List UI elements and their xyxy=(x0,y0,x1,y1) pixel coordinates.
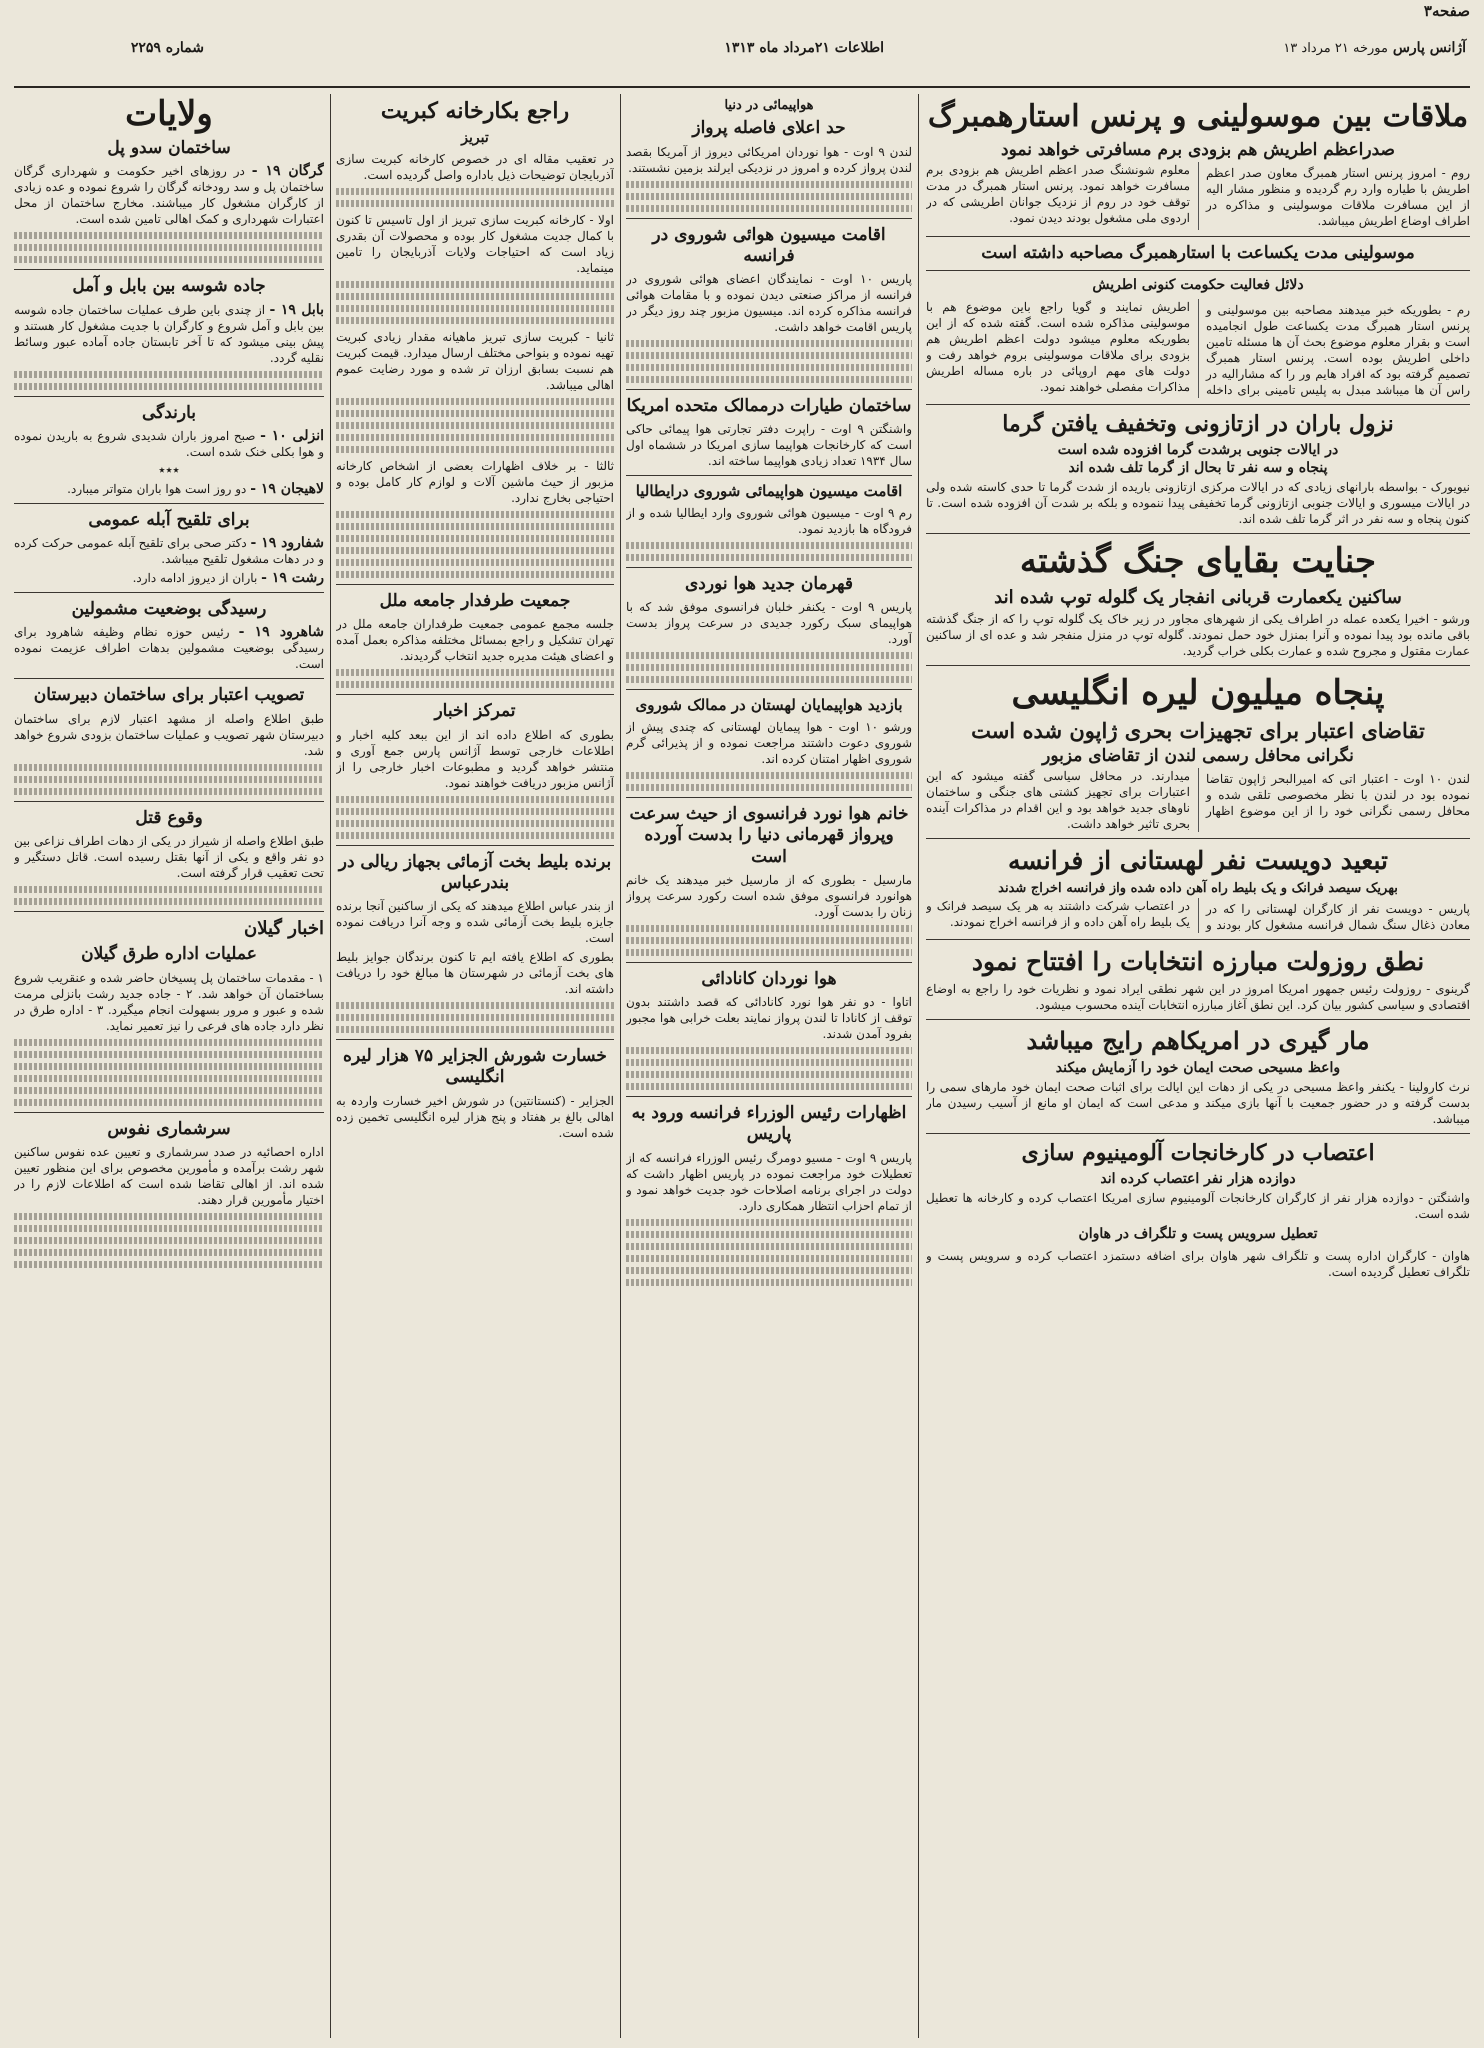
article-text: نرث کارولینا - یکنفر واعظ مسیحی در یکی از دهات این ایالت برای اثبات صحت ایمان خود مارهای سمی را بدست گرفته و در حضور جمعیت با آنها بازی میکند و مدعی است که ایمان او مانع از آسیب رسیدن مار میباشد. xyxy=(926,1079,1470,1126)
subhead-austria: صدراعظم اطریش هم بزودی برم مسافرتی خواهد نمود xyxy=(1001,139,1395,160)
article-text xyxy=(14,163,324,227)
dateline-shafarud: شفارود ۱۹ - xyxy=(250,535,324,551)
article-text: رئیس حوزه نظام وظیفه شاهرود برای رسیدگی بوضعیت مشمولین بدهات اطراف عزیمت نموده است. xyxy=(14,625,324,672)
article-text: طبق اطلاع واصله از مشهد اعتبار لازم برای ساختمان دبیرستان شهر تصویب و عملیات ساختمان بزودی شروع خواهد شد. xyxy=(14,711,324,758)
headline-roosevelt: نطق روزولت مبارزه انتخابات را افتتاح نمود xyxy=(971,946,1425,976)
column-domestic xyxy=(336,94,614,2040)
subhead-expel: بهریک سیصد فرانک و یک بلیط راه آهن داده شده واز فرانسه اخراج شدند xyxy=(998,880,1398,896)
article-text xyxy=(14,302,324,366)
article-text: روم - امروز پرنس استار همبرگ معاون صدر اعظم اطریش با طیاره وارد رم گردیده و منظور مشار الیه از این مسافرت ملاقات موسولینی و مذاکره در اطراف اوضاع اطریش میباشد. xyxy=(1206,165,1470,228)
article-text: در روزهای اخیر حکومت و شهرداری گرگان ساختمان پل و سد رودخانه گرگان را شروع نموده و عده زیادی از کارگران مشغول کار میباشند. مخارج ساختمان از محل اعتبارات شهرداری و کمک اهالی تامین شده است. xyxy=(14,164,324,227)
article-text: الجزایر - (کنستانتین) در شورش اخیر خسارت واردہ به اهالی بالغ بر هفتاد و پنج هزار لیره انگلیسی تخمین زده شده است. xyxy=(336,1093,614,1140)
headline-canadian-aviators: هوا نوردان کانادائی xyxy=(701,968,837,989)
article-text: گرینوی - روزولت رئیس جمهور امریکا امروز در این شهر نطقی ایراد نمود و نظریات خود را راجع به اوضاع اقتصادی و سیاسی کشور بیان کرد. این نطق آغاز مبارزه انتخابات آینده محسوب میشود. xyxy=(926,981,1470,1012)
column-rule xyxy=(620,94,621,2038)
headline-dam-bridge: ساختمان سدو پل xyxy=(107,138,231,158)
dateline-babol: بابل ۱۹ - xyxy=(269,301,324,318)
headline-league-society: جمعیت طرفدار جامعه ملل xyxy=(379,591,571,611)
dateline-shahrud: شاهرود ۱۹ - xyxy=(238,624,324,641)
headline-new-champion: قهرمان جدید هوا نوردی xyxy=(684,574,854,594)
article-text: پاریس ۱۰ اوت - نمایندگان اعضای هوائی شوروی در فرانسه از مراکز صنعتی دیدن نموده و با مقامات هوائی فرانسه مذاکره کرده اند. میسیون مزبور چند روز دیگر در پاریس اقامت خواهد داشت. xyxy=(626,272,912,334)
column-provinces xyxy=(14,94,324,2040)
article-text: پاریس ۹ اوت - یکنفر خلبان فرانسوی موفق شد که با هواپیمای سبک رکورد جدیدی در سرعت پرواز بدست آورد. xyxy=(626,600,912,647)
subhead-rain-2: پنجاه و سه نفر تا بحال از گرما تلف شده اند xyxy=(1068,460,1328,477)
article-text xyxy=(14,624,324,672)
agency-date: مورخه ۲۱ مرداد ۱۳ xyxy=(1283,41,1388,56)
article-text: صبح امروز باران شدیدی شروع به باریدن نموده و هوا بکلی خنک شده است. xyxy=(14,428,324,459)
article-text: لندن ۹ اوت - هوا نوردان امریکائی دیروز از آمریکا بقصد لندن پرواز کرده و امروز در نزدیکی ایرلند بزمین نشستند. xyxy=(626,144,912,175)
article-text xyxy=(14,535,324,567)
article-text: طبق اطلاع واصله از شیراز در یکی از دهات اطراف نزاعی بین دو نفر واقع و یکی از آنها بقتل رسیده است. قاتل دستگیر و تحت تعقیب قرار گرفته است. xyxy=(14,833,324,880)
headline-french-aviatrix: خانم هوا نورد فرانسوی از حیث سرعت وپرواز قهرمانی دنیا را بدست آورده است xyxy=(629,804,909,867)
article-text: اتاوا - دو نفر هوا نورد کانادائی که قصد داشتند بدون توقف از کانادا تا لندن پرواز نمایند بعلت خرابی هوا مجبور بفرود آمدن شدند. xyxy=(626,995,912,1041)
headline-lottery-winner: برنده بلیط بخت آزمائی بجهاز ریالی در بندرعباس xyxy=(338,851,612,893)
subhead-japan: تقاضای اعتبار برای تجهیزات بحری ژاپون شده است xyxy=(971,718,1425,744)
agency-name: آژانس پارس xyxy=(1392,40,1466,56)
headline-algeria-riot: خسارت شورش الجزایر ۷۵ هزار لیره انگلیسی xyxy=(343,1046,607,1088)
issue-number: شماره ۲۲۵۹ xyxy=(130,40,204,56)
news-agency xyxy=(1283,40,1466,56)
separator-stars: ٭٭٭ xyxy=(158,462,180,478)
headline-war-remnants: جنایت بقایای جنگ گذشته xyxy=(1019,541,1377,582)
article-text: بطوری که اطلاع یافته ایم تا کنون برندگان جوایز بلیط های بخت آزمائی در شهرستان ها مبالغ خود را دریافت داشته اند. xyxy=(336,950,614,996)
headline-census: سرشماری نفوس xyxy=(107,1118,231,1139)
headline-rainfall: بارندگی xyxy=(141,402,197,423)
article-text: بطوری که اطلاع داده اند از این ببعد کلیه اخبار و اطلاعات خارجی توسط آژانس پارس جمع آوری و منتشر خواهد گردید و مطبوعات اخبار خارجی را از آژانس مزبور دریافت خواهند نمود. xyxy=(336,727,614,790)
subhead-london: نگرانی محافل رسمی لندن از تقاضای مزبور xyxy=(1042,746,1354,767)
headline-one-hour: موسولینی مدت یکساعت با استارهمبرگ مصاحبه داشته است xyxy=(981,243,1415,263)
headline-us-aircraft: ساختمان طیارات درممالک متحده امریکا xyxy=(626,396,912,416)
subhead-rain-1: در ایالات جنوبی برشدت گرما افزوده شده است xyxy=(1057,442,1339,459)
article-text: لندن ۱۰ اوت - اعتبار اتی که امیرالبحر ژاپون تقاضا نموده بود در لندن با نظر مخصوصی تلقی شده و محافل رسمی نگرانی خود را از این موضوع اظهار میدارند. در محافل سیاسی گفته میشود که این اعتبارات برای تجهیز کشتی های جنگی و ساختمان ناوهای جدید خواهد بود و این اقدام در مذاکرات آینده بحری تاثیر خواهد داشت. xyxy=(926,769,1470,832)
headline-havana: تعطیل سرویس پست و تلگراف در هاوان xyxy=(1078,1226,1318,1243)
article-text: اولا - کارخانه کبریت سازی تبریز از اول تاسیس تا کنون با کمال جدیت مشغول کار بوده و محصولات آن بقدری زیاد است که احتیاجات ولایات آذربایجان را تامین مینماید. xyxy=(336,213,614,275)
dateline-gorgan: گرگان ۱۹ - xyxy=(251,163,324,180)
page-label: صفحه۳ xyxy=(1423,2,1470,20)
headline-babol-road: جاده شوسه بین بابل و آمل xyxy=(72,276,266,297)
column-foreign-news xyxy=(926,94,1470,2040)
article-text: اداره احصائیه در صدد سرشماری و تعیین عده نفوس ساکنین شهر رشت برآمده و مأمورین مخصوص برای این منظور تعیین شده اند. از اهالی تقاضا شده است که اطلاعات لازم را در اختیار مأمورین قرار دهند. xyxy=(14,1144,324,1207)
article-text: ورشو - اخیرا یکعده عمله در اطراف یکی از شهرهای مجاور در زیر خاک یک گلوله توپ را که از جنگ گذشته باقی مانده بود پیدا نموده و آنرا بمنزل خود حمل نمودند. گلوله توپ در منزل منفجر شد و عده ای از ساکنین عمارت مقتول و مجروح شده و عمارت بکلی خراب گردید. xyxy=(926,611,1470,658)
subhead-aluminium: دوازده هزار نفر اعتصاب کرده اند xyxy=(1100,1171,1296,1188)
section-aviation: هواپیمائی در دنیا xyxy=(724,98,814,113)
article-text: ثالثا - بر خلاف اظهارات بعضی از اشخاص کارخانه مزبور از حیث ماشین آلات و لوازم کار کامل بوده و احتیاجی بخارج ندارد. xyxy=(336,459,614,505)
article-text xyxy=(14,570,324,586)
article-text: رم - بطوریکه خبر میدهند مصاحبه بین موسولینی و پرنس استار همبرگ مدت یکساعت طول انجامیده است و بقرار معلوم موضوع بحث آن ها مسئله تامین داخلی اطریش بوده است. پرنس استار همبرگ تصمیم گرفته بود که افراد هایم ور را که مشارالیه در راس آن ها میباشد مبدل به پلیس تامینی برای داخله اطریش نمایند و گویا راجع باین موضوع هم با موسولینی مذاکره شده است. گفته شده که از این بطوریکه معلوم میشود دولت اعظم اطریش هم بزودی برای ملاقات موسولینی بروم خواهد رفت و دولت های مهم اروپائی در باره مساله اطریش مذاکرات مفصلی خواهند نمود. xyxy=(926,299,1470,397)
article-text: از بندر عباس اطلاع میدهند که یکی از ساکنین آنجا برنده جایزه بلیط بخت آزمائی شده و وجه آنرا دریافت نموده است. xyxy=(336,899,614,945)
article-mussolini xyxy=(926,162,1470,231)
article-japan xyxy=(926,768,1470,832)
column-rule xyxy=(918,94,919,2038)
headline-french-premier: اظهارات رئیس الوزراء فرانسه ورود به پاریس xyxy=(631,1103,907,1145)
article-expel xyxy=(926,898,1470,933)
section-provinces: ولایات xyxy=(125,94,213,134)
dateline-rasht: رشت ۱۹ - xyxy=(261,570,324,586)
section-gilan-news: اخبار گیلان xyxy=(244,917,324,939)
subhead-snake: واعظ مسیحی صحت ایمان خود را آزمایش میکند xyxy=(1055,1059,1341,1076)
headline-vaccination: برای تلقیح آبله عمومی xyxy=(88,509,250,530)
article-text: معلوم شونشنگ صدر اعظم اطریش هم بزودی برم مسافرت خواهد نمود. پرنس استار همبرگ در مدت توقف خود در روم از نزدیک جوانان اطریشی که در اردوی ملی مشغول بودند دیدن نمود. xyxy=(926,162,1190,225)
headline-longest-flight: حد اعلای فاصله پرواز xyxy=(692,118,846,139)
headline-rain: نزول باران در ازتازونی وتخفیف یافتن گرما xyxy=(1002,410,1394,437)
headline-snake: مار گیری در امریکاهم رایج میباشد xyxy=(1026,1025,1370,1055)
article-austria xyxy=(926,299,1470,398)
column-aviation xyxy=(626,94,912,2040)
dateline-tabriz: تبریز xyxy=(461,129,489,146)
headline-news-centralization: تمرکز اخبار xyxy=(434,701,516,722)
article-text: واشنگتن - دوازده هزار نفر از کارگران کارخانجات آلومینیوم سازی امریکا اعتصاب کرده و کارخانه ها تعطیل شده است. xyxy=(926,1191,1470,1222)
subhead-activity: دلائل فعالیت حکومت کنونی اطریش xyxy=(1092,277,1304,294)
subhead-war: ساکنین یکعمارت قربانی انفجار یک گلوله توپ شده اند xyxy=(994,586,1402,608)
article-text: پاریس ۹ اوت - مسیو دومرگ رئیس الوزراء فرانسه که از تعطیلات خود مراجعت نموده در پاریس اظهار داشت که دولت در اجرای برنامه اصلاحات خود جدیت خواهد نمود و از تمام احزاب انتظار همکاری دارد. xyxy=(626,1150,912,1213)
dateline-lahijan: لاهیجان ۱۹ - xyxy=(250,480,324,497)
article-text: ثانیا - کبریت سازی تبریز ماهیانه مقدار زیادی کبریت تهیه نموده و بنواحی مختلف ارسال میدارد. قیمت کبریت هم نسبت بسابق ارزان تر شده و مورد رضایت عموم اهالی میباشد. xyxy=(336,330,614,392)
article-text: ۱ - مقدمات ساختمان پل پسیخان حاضر شده و عنقریب شروع بساختمان آن خواهد شد. ۲ - جاده جدید رشت بانزلی مرمت شده و عبور و مرور بسهولت انجام میگیرد. ۳ - اداره طرق در نظر دارد جاده های فرعی را نیز تعمیر نماید. xyxy=(14,970,324,1033)
article-text xyxy=(14,481,324,497)
article-text: هاوان - کارگران اداره پست و تلگراف شهر هاوان برای اضافه دستمزد اعتصاب کرده و سرویس پست و تلگراف تعطیل گردیده است. xyxy=(926,1248,1470,1279)
article-text: واشنگتن ۹ اوت - راپرت دفتر تجارتی هوا پیمائی حاکی است که کارخانجات هواپیما سازی امریکا در ششماه اول سال ۱۹۳۴ تعداد زیادی هواپیما ساخته اند. xyxy=(626,422,912,469)
article-text: ورشو ۱۰ اوت - هوا پیمایان لهستانی که چندی پیش از شوروی دعوت داشتند مراجعت نموده و از پذیرائی گرم شوروی اظهار امتنان کرده اند. xyxy=(626,720,912,766)
article-text: رم ۹ اوت - میسیون هوائی شوروی وارد ایطالیا شده و از فرودگاه ها بازدید نمود. xyxy=(626,506,912,536)
article-text: نیویورک - بواسطه بارانهای زیادی که در ایالات مرکزی ازتازونی باریده از شدت گرما تا حدی کاسته شده ولی در ایالات میسوری و ایالات جنوبی ازتازونی گرما تخفیفی پیدا ننموده و بلکه بر شدت آن افزوده شده است. تا کنون پنجاه و سه نفر در اثر گرما تلف شده اند. xyxy=(926,480,1470,527)
article-text: دو روز است هوا باران متواتر میبارد. xyxy=(67,481,247,496)
headline-poles-expelled: تبعید دویست نفر لهستانی از فرانسه xyxy=(1008,846,1388,876)
article-text: دکتر صحی برای تلقیح آبله عمومی حرکت کرده و در دهات مشغول تلقیح میباشد. xyxy=(14,536,324,566)
column-rule xyxy=(330,94,331,2038)
headline-aluminium: اعتصاب در کارخانجات آلومینیوم سازی xyxy=(1021,1139,1375,1166)
article-text: مارسیل - بطوری که از مارسیل خبر میدهند یک خانم هوانورد فرانسوی موفق شده است رکورد سرعت پرواز زنان را بدست آورد. xyxy=(626,872,912,919)
headline-school-budget: تصویب اعتبار برای ساختمان دبیرستان xyxy=(33,685,305,706)
article-text: جلسه مجمع عمومی جمعیت طرفداران جامعه ملل در تهران تشکیل و راجع بمسائل مختلفه مذاکره بعمل آمده و اعضای هیئت مدیره جدید انتخاب گردیدند. xyxy=(336,617,614,664)
article-text: از چندی باین طرف عملیات ساختمان جاده شوسه بین بابل و آمل شروع و کارگران با جدیت مشغول کار هستند و پیش بینی میشود که تا آخر تابستان جاده آماده عبور وسائط نقلیه گردد. xyxy=(14,302,324,365)
headline-conscripts: رسیدگی بوضعیت مشمولین xyxy=(71,599,267,619)
headline-match-factory: راجع بکارخانه کبریت xyxy=(380,98,570,124)
headline-fifty-million: پنجاه میلیون لیره انگلیسی xyxy=(1011,672,1385,713)
dateline-anzali: انزلی ۱۰ - xyxy=(260,427,324,444)
headline-mussolini: ملاقات بین موسولینی و پرنس استارهمبرگ xyxy=(927,99,1469,134)
headline-soviet-mission-france: اقامت میسیون هوائی شوروی در فرانسه xyxy=(652,224,886,266)
headline-soviet-italy: اقامت میسیون هواپیمائی شوروی درایطالیا xyxy=(635,482,903,501)
article-text xyxy=(14,428,324,460)
headline-murder: وقوع قتل xyxy=(135,807,203,828)
article-text: باران از دیروز ادامه دارد. xyxy=(132,571,258,585)
headline-roads-department: عملیات اداره طرق گیلان xyxy=(81,944,257,965)
article-text: پاریس - دویست نفر از کارگران لهستانی را که در معادن ذغال سنگ شمال فرانسه مشغول کار بودند و در اعتصاب شرکت داشتند به هر یک سیصد فرانک و یک بلیط راه آهن داده و از فرانسه اخراج نمودند. xyxy=(926,898,1470,932)
paper-date: اطلاعات ۲۱مرداد ماه ۱۳۱۳ xyxy=(724,40,884,56)
article-text: در تعقیب مقاله ای در خصوص کارخانه کبریت سازی آذربایجان توضیحات ذیل باداره واصل گردیده است. xyxy=(336,152,614,182)
headline-polish-aviators: بازدید هواپیمایان لهستان در ممالک شوروی xyxy=(635,696,903,715)
